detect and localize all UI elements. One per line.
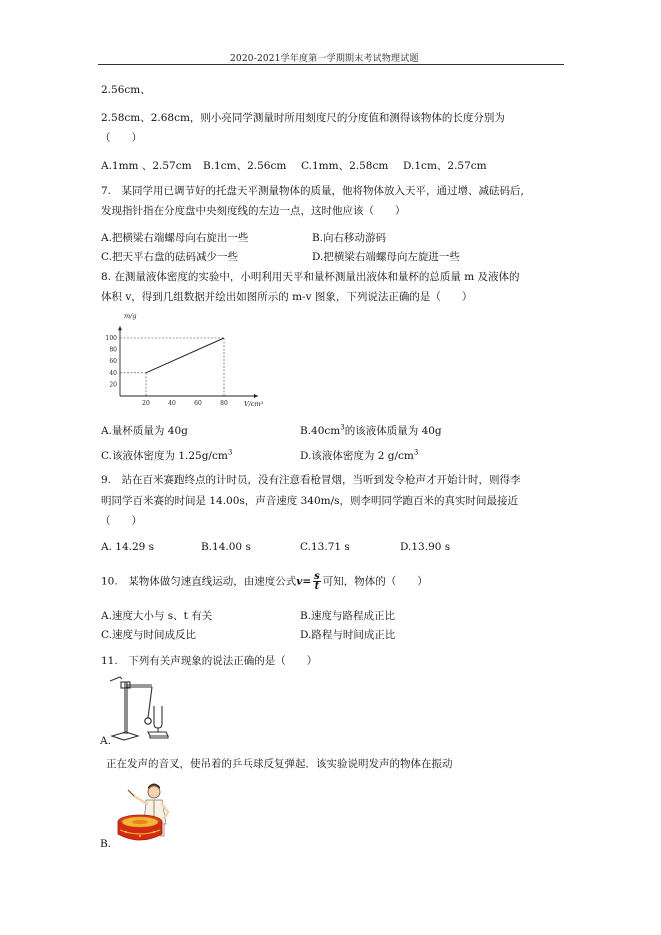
x-tick-label: 80 — [220, 400, 228, 407]
q10-option-b[interactable]: B.速度与路程成正比 — [300, 610, 396, 622]
q8-option-b-post: 的该液体质量为 40g — [344, 425, 442, 437]
q8-option-c-pre: C.该液体密度为 1.25g/cm — [101, 450, 228, 462]
q8-option-d-pre: D.该液体密度为 2 g/cm — [300, 450, 414, 462]
q9-line2: 明同学百米赛的时间是 14.00s，声音速度 340m/s，则李明同学跑百米的真实时间最接近 — [101, 495, 519, 507]
y-tick-label: 20 — [109, 381, 117, 389]
formula-v: v — [296, 575, 303, 588]
formula-eq: = — [302, 575, 312, 588]
q11-line1: 11. 下列有关声现象的说法正确的是（ ） — [101, 655, 318, 667]
m-v-graph — [98, 308, 268, 413]
q11-option-a-label[interactable]: A. — [100, 735, 111, 747]
q10-pre: 10. 某物体做匀速直线运动，由速度公式 — [101, 575, 297, 588]
y-axis-label: m/g — [124, 312, 137, 320]
y-tick-label: 40 — [109, 369, 117, 377]
q6-line1: 2.56cm、 — [101, 84, 151, 96]
q7-option-c[interactable]: C.把天平右盘的砝码减少一些 — [101, 251, 238, 263]
x-tick-label: 60 — [194, 400, 202, 407]
q7-line1: 7. 某同学用已调节好的托盘天平测量物体的质量，他将物体放入天平，通过增、减砝码后, — [101, 185, 524, 197]
x-axis-label: V/cm³ — [244, 400, 264, 408]
header-rule — [98, 64, 564, 65]
page-header: 2020-2021学年度第一学期期末考试物理试题 — [230, 54, 419, 64]
q9-option-c[interactable]: C.13.71 s — [300, 541, 350, 553]
q6-line2: 2.58cm、2.68cm，则小亮同学测量时所用刻度尺的分度值和测得该物体的长度分别为 — [101, 112, 505, 124]
x-tick-label: 40 — [168, 400, 176, 407]
tuning-fork-apparatus-image — [108, 674, 170, 744]
q8-line1: 8. 在测量液体密度的实验中，小明利用天平和量杯测量出液体和量杯的总质量 m 及液体的 — [101, 271, 520, 283]
q10-post: 可知，物体的（ ） — [322, 575, 428, 588]
q9-line3: （ ） — [100, 515, 142, 527]
q6-option-b[interactable]: B.1cm、2.56cm — [203, 160, 287, 172]
q10-option-c[interactable]: C.速度与时间成反比 — [101, 629, 196, 641]
y-tick-label: 80 — [109, 346, 117, 354]
q6-option-a[interactable]: A.1mm 、2.57cm — [101, 160, 192, 172]
q8-option-b-pre: B.40cm — [300, 425, 341, 437]
x-tick-label: 20 — [142, 400, 150, 407]
formula-numerator: s — [314, 571, 320, 582]
q10-option-d[interactable]: D.路程与时间成正比 — [300, 629, 396, 641]
drum-player-image — [114, 780, 178, 844]
q10-option-a[interactable]: A.速度大小与 s、t 有关 — [101, 610, 213, 622]
x-axis-arrow — [254, 394, 258, 398]
q6-line3: （ ） — [100, 132, 142, 144]
q7-option-b[interactable]: B.向右移动游码 — [312, 232, 387, 244]
q8-option-c[interactable] — [101, 448, 232, 463]
q11-option-b-label[interactable]: B. — [100, 838, 112, 850]
q10-stem — [101, 572, 428, 591]
series-line — [146, 338, 224, 373]
q9-option-a[interactable]: A. 14.29 s — [101, 541, 155, 553]
formula-fraction — [313, 572, 321, 591]
q9-line1: 9. 站在百米赛跑终点的计时员，没有注意看枪冒烟，当听到发令枪声才开始计时，则得李 — [101, 474, 521, 486]
q7-option-a[interactable]: A.把横梁右端螺母向右旋出一些 — [101, 232, 249, 244]
q8-option-b-sup: 3 — [340, 423, 345, 432]
y-axis-arrow — [118, 326, 122, 330]
q6-option-d[interactable]: D.1cm、2.57cm — [403, 160, 487, 172]
q11-option-a-desc: 正在发声的音叉，使吊着的乒乓球反复弹起．该实验说明发声的物体在振动 — [106, 758, 453, 770]
q7-line2: 发现指针指在分度盘中央刻度线的左边一点，这时他应该（ ） — [101, 205, 406, 217]
y-tick-label: 100 — [105, 335, 117, 342]
formula-denominator: t — [314, 581, 320, 592]
q8-option-b[interactable] — [300, 423, 442, 438]
q7-option-d[interactable]: D.把横梁右端螺母向左旋进一些 — [312, 251, 460, 263]
q9-option-b[interactable]: B.14.00 s — [201, 541, 251, 553]
q8-option-d-sup: 3 — [413, 448, 419, 457]
q8-option-d[interactable] — [300, 448, 418, 463]
y-tick-label: 60 — [109, 358, 117, 366]
q9-option-d[interactable]: D.13.90 s — [400, 541, 451, 553]
q6-option-c[interactable]: C.1mm、2.58cm — [301, 160, 389, 172]
q8-option-a[interactable]: A.量杯质量为 40g — [101, 425, 188, 437]
q8-line2: 体积 v，得到几组数据并绘出如图所示的 m-v 图象，下列说法正确的是（ ） — [101, 291, 473, 303]
q8-option-c-sup: 3 — [227, 448, 233, 457]
